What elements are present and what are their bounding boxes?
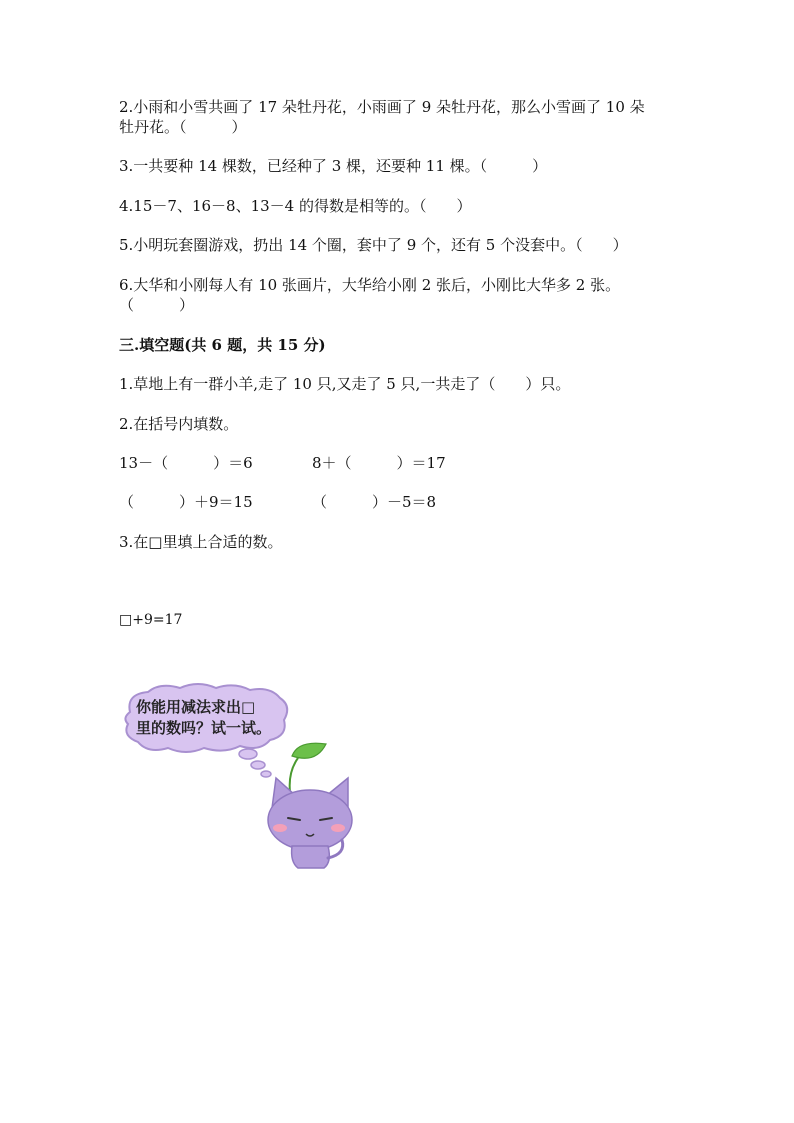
- cat-head: [268, 790, 352, 850]
- q5-judgement: 5.小明玩套圈游戏，扔出 14 个圈，套中了 9 个，还有 5 个没套中。（ ）: [119, 236, 628, 254]
- leaf-icon: [292, 743, 326, 758]
- equation-b: 8＋（ ）＝17: [312, 454, 446, 472]
- q2-judgement-line2: 牡丹花。（ ）: [119, 118, 247, 136]
- q3-judgement: 3.一共要种 14 棵数，已经种了 3 棵，还要种 11 棵。（ ）: [119, 157, 548, 175]
- bubble-text-line2: 里的数吗？试一试。: [136, 719, 272, 737]
- sprout-stem: [290, 758, 298, 792]
- cat-body: [292, 846, 330, 868]
- leaf-sprout: [290, 743, 326, 792]
- equation-c: （ ）＋9＝15: [119, 493, 253, 511]
- equation-d: （ ）－5＝8: [312, 493, 437, 511]
- thought-cloud: [125, 684, 287, 777]
- cloud-puff-2: [251, 761, 265, 769]
- cat-blush-right: [331, 824, 345, 832]
- q6-judgement-line1: 6.大华和小刚每人有 10 张画片，大华给小刚 2 张后，小刚比大华多 2 张。: [119, 276, 621, 294]
- cloud-shape: [125, 684, 287, 752]
- bubble-text-line1: 你能用减法求出□: [136, 698, 256, 716]
- box-equation: □+9=17: [119, 612, 183, 628]
- equation-a: 13－（ ）＝6: [119, 454, 253, 472]
- q3-fill: 3.在□里填上合适的数。: [119, 533, 283, 551]
- q6-judgement-line2: （ ）: [119, 296, 195, 314]
- cat-blush-left: [273, 824, 287, 832]
- q4-judgement: 4.15－7、16－8、13－4 的得数是相等的。（ ）: [119, 197, 472, 215]
- q2-judgement-line1: 2.小雨和小雪共画了 17 朵牡丹花，小雨画了 9 朵牡丹花，那么小雪画了 10 朵: [119, 98, 645, 116]
- q2-fill: 2.在括号内填数。: [119, 415, 239, 433]
- q1-fill: 1.草地上有一群小羊,走了 10 只,又走了 5 只,一共走了（ ）只。: [119, 375, 571, 393]
- cloud-puff-3: [261, 771, 271, 777]
- cat-thought-bubble-illustration: [120, 682, 359, 874]
- cloud-puff-1: [239, 749, 257, 759]
- section-heading: 三.填空题(共 6 题，共 15 分): [119, 336, 326, 354]
- purple-cat: [268, 778, 352, 868]
